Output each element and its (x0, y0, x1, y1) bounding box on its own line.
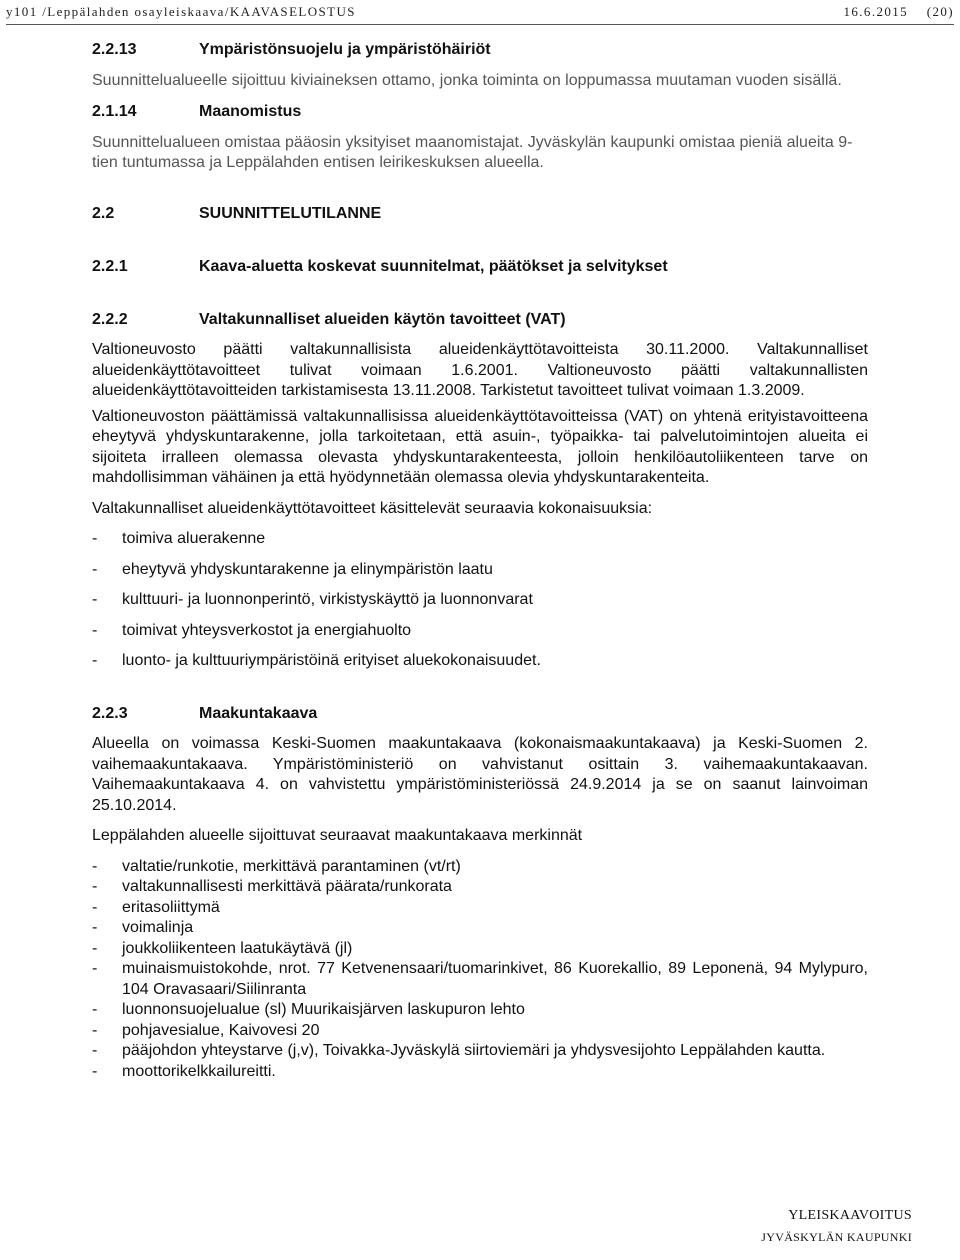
list-item: - valtakunnallisesti merkittävä päärata/runkorata (92, 878, 452, 895)
list-item: - joukkoliikenteen laatukäytävä (jl) (92, 939, 353, 957)
paragraph: Suunnittelualueen omistaa pääosin yksityiset maanomistajat. Jyväskylän kaupunki omistaa pieniä alueita 9-tien tuntumassa ja Leppälahden entisen leirikeskuksen alueella. (92, 133, 853, 171)
document-title: y101 /Leppälahden osayleiskaava/KAAVASELOSTUS (6, 4, 356, 19)
list-item: - luonto- ja kulttuuriympäristöinä erityiset aluekokonaisuudet. (92, 652, 541, 669)
section-heading-2-2-2: 2.2.2 Valtakunnalliset alueiden käytön tavoitteet (VAT) (92, 310, 566, 328)
list-item: - toimivat yhteysverkostot ja energiahuolto (92, 621, 412, 639)
page-header (6, 2, 954, 25)
section-heading-2-2: 2.2 SUUNNITTELUTILANNE (92, 204, 382, 222)
page-number: (20) (926, 4, 954, 19)
paragraph: Valtioneuvoston päättämissä valtakunnallisissa alueidenkäyttötavoitteissa (VAT) on yhtenä erityistavoitteena eheytyvä yhdyskuntarakenne, jolla tarkoitetaan, että asuin-, työpaikka- tai palvelutoimintojen alueita ei sijoiteta irralleen olemassa olevasta yhdyskuntarakenteesta, jolloin henkilöautoliikenteen tarve on mahdollisimman vähäinen ja että hyödynnetään olemassa olevia yhdyskuntarakenteita. (92, 407, 868, 486)
list-item: - luonnonsuojelualue (sl) Muurikaisjärven laskupuron lehto (92, 1001, 525, 1018)
section-heading-2-1-14: 2.1.14 Maanomistus (92, 103, 302, 120)
list-item: - pohjavesialue, Kaivovesi 20 (92, 1021, 320, 1039)
list-item: - pääjohdon yhteystarve (j,v), Toivakka-Jyväskylä siirtoviemäri ja yhdysvesijohto Leppälahden kautta. (92, 1042, 826, 1059)
list-item: - kulttuuri- ja luonnonperintö, virkistyskäyttö ja luonnonvarat (92, 591, 533, 608)
paragraph: Valtioneuvosto päätti valtakunnallisista alueidenkäyttötavoitteista 30.11.2000. Valtakunnalliset alueidenkäyttötavoitteet tulivat voimaan 1.6.2001. Valtioneuvosto päätti valtakunnallisten alueidenkäyttötavoitteiden tarkistamisesta 13.11.2008. Tarkistetut tavoitteet tulivat voimaan 1.3.2009. (92, 341, 868, 399)
section-heading-2-2-1: 2.2.1 Kaava-aluetta koskevat suunnitelmat, päätökset ja selvitykset (92, 258, 668, 275)
list-item: - moottorikelkkailureitti. (92, 1062, 276, 1080)
maakuntakaava-list (92, 857, 868, 1083)
page-footer (761, 1208, 912, 1245)
document-body (92, 30, 868, 1082)
header-meta (829, 4, 954, 20)
list-item: - eritasoliittymä (92, 898, 220, 916)
list-item: - toimiva aluerakenne (92, 530, 266, 547)
list-item: - eheytyvä yhdyskuntarakenne ja elinympäristön laatu (92, 560, 493, 578)
list-item: - voimalinja (92, 919, 194, 936)
section-heading-2-2-13: 2.2.13 Ympäristönsuojelu ja ympäristöhäiriöt (92, 41, 491, 58)
paragraph: Valtakunnalliset alueidenkäyttötavoitteet käsittelevät seuraavia kokonaisuuksia: (92, 499, 653, 517)
paragraph: Leppälahden alueelle sijoittuvat seuraavat maakuntakaava merkinnät (92, 827, 583, 844)
paragraph: Alueella on voimassa Keski-Suomen maakuntakaava (kokonaismaakuntakaava) ja Keski-Suomen 2. vaihemaakuntakaava. Ympäristöministeriö on vahvistanut osittain 3. vaihemaakuntakaavan. Vaihemaakuntakaava 4. on vahvistettu ympäristöministeriössä 24.9.2014 ja se on saanut lainvoiman 25.10.2014. (92, 735, 868, 814)
section-heading-2-2-3: 2.2.3 Maakuntakaava (92, 704, 318, 722)
document-date: 16.6.2015 (843, 4, 909, 19)
footer-organization: JYVÄSKYLÄN KAUPUNKI (761, 1230, 912, 1244)
paragraph: Suunnittelualueelle sijoittuu kiviaineksen ottamo, jonka toiminta on loppumassa muutaman vuoden sisällä. (92, 71, 842, 89)
list-item: - valtatie/runkotie, merkittävä parantaminen (vt/rt) (92, 857, 461, 875)
list-item: - muinaismuistokohde, nrot. 77 Ketvenensaari/tuomarinkivet, 86 Kuorekallio, 89 Leponenä, 94 Mylypuro, 104 Oravasaari/Siilinranta (92, 960, 868, 998)
footer-department: YLEISKAAVOITUS (788, 1208, 912, 1223)
vat-list (92, 529, 868, 672)
